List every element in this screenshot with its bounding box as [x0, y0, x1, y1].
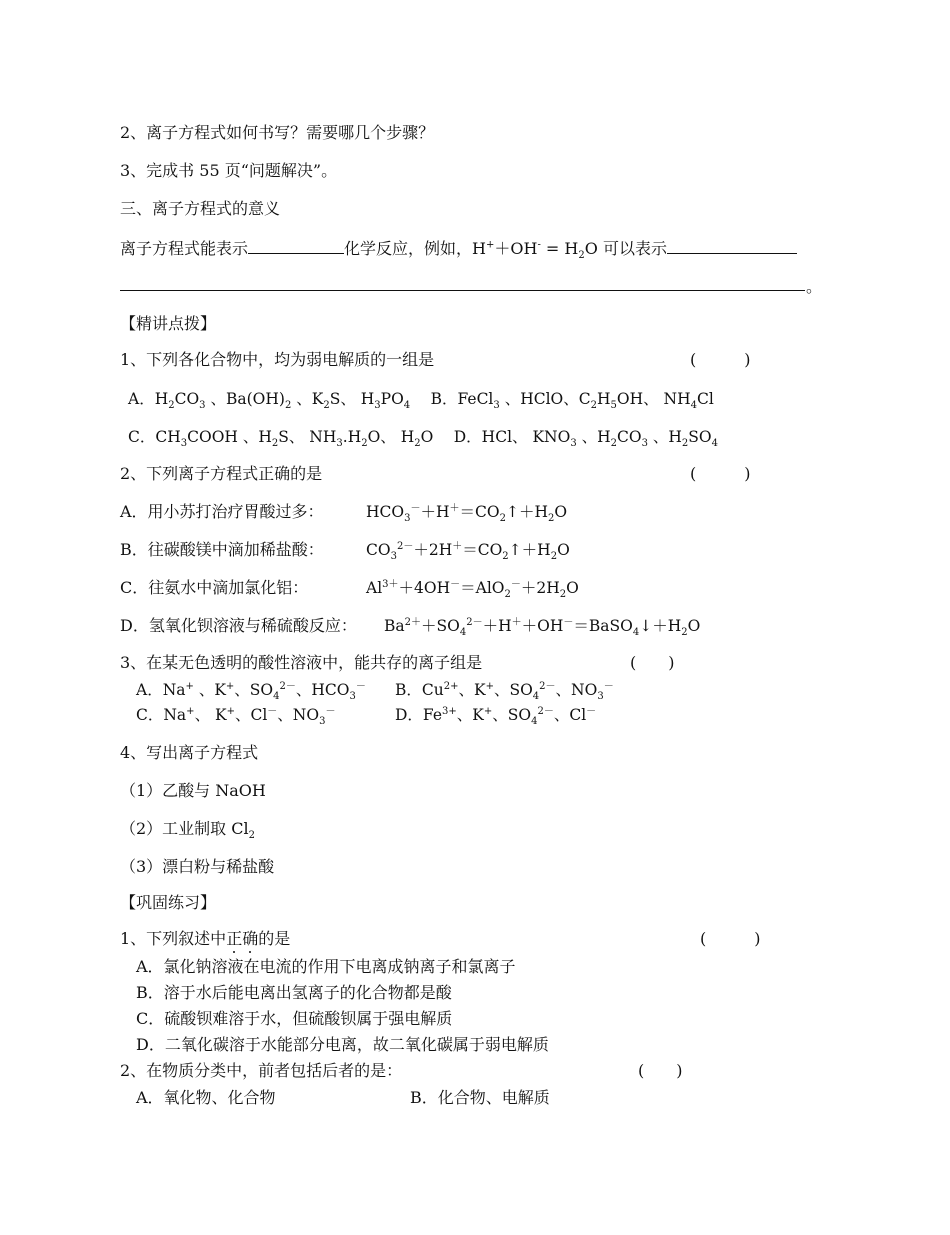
q3-stem: 3、在某无色透明的酸性溶液中，能共存的离子组是	[120, 653, 483, 672]
q3-option-c: C．Na+、 K+、Cl－、$NO_3^-$	[136, 705, 336, 728]
q2-option-c-eq: $Al^{3+}+4OH^-=AlO_2^-+2H_2O$	[366, 578, 579, 601]
q4-item-1: （1）乙酸与 NaOH	[120, 781, 266, 800]
p1-answer-bracket[interactable]: ( )	[700, 929, 761, 948]
q2-option-b-eq: $CO_3^{2-}+2H^+=CO_2↑+H_2O$	[366, 540, 570, 563]
q1-options-ab: A．$H_2CO_3$ 、$Ba(OH)_2$ 、$K_2S$、 $H_3PO_4$ B．FeCl$_3$ 、HClO、$C_2H_5OH$、 $NH_4Cl$	[128, 390, 714, 412]
q2-option-a: A．用小苏打治疗胃酸过多：	[120, 502, 324, 521]
p1-option-d: D．二氧化碳溶于水能部分电离，故二氧化碳属于弱电解质	[136, 1035, 549, 1054]
section-heading-practice: 【巩固练习】	[120, 893, 217, 912]
section-heading-meaning: 三、离子方程式的意义	[120, 199, 281, 218]
q1-answer-bracket[interactable]: ( )	[690, 350, 751, 369]
p2-stem: 2、在物质分类中，前者包括后者的是：	[120, 1061, 403, 1080]
q2-answer-bracket[interactable]: ( )	[690, 464, 751, 483]
q2-option-b: B．往碳酸镁中滴加稀盐酸：	[120, 540, 324, 559]
q4-stem: 4、写出离子方程式	[120, 743, 259, 762]
q3-option-d: D．$Fe^{3+}$、K+、$SO_4^{2-}$、Cl－	[395, 705, 597, 728]
p2-option-a: A．氧化物、化合物	[136, 1088, 276, 1107]
question-2-steps: 2、离子方程式如何书写？需要哪几个步骤？	[120, 123, 435, 142]
p1-option-c: C．硫酸钡难溶于水，但硫酸钡属于强电解质	[136, 1009, 453, 1028]
p2-option-b: B．化合物、电解质	[410, 1088, 550, 1107]
q1-stem: 1、下列各化合物中，均为弱电解质的一组是	[120, 350, 435, 369]
q2-stem: 2、下列离子方程式正确的是	[120, 464, 323, 483]
p1-option-a: A．氯化钠溶液在电流的作用下电离成钠离子和氯离子	[136, 957, 516, 976]
q3-option-b: B．$Cu^{2+}$、K+、$SO_4^{2-}$、$NO_3^-$	[395, 680, 614, 703]
q3-option-a: A．Na+ 、K+、$SO_4^{2-}$、$HCO_3^-$	[136, 680, 366, 703]
fill-blank-3[interactable]	[120, 290, 805, 291]
q2-option-a-eq: $HCO_3^-+H^+=CO_2↑+H_2O$	[366, 502, 568, 525]
period: 。	[806, 277, 823, 296]
question-3-book: 3、完成书 55 页“问题解决”。	[120, 161, 338, 180]
q2-option-d-eq: $Ba^{2+}+SO_4^{2-}+H^++OH^-=BaSO_4↓+H_2O$	[384, 616, 701, 639]
q4-item-3: （3）漂白粉与稀盐酸	[120, 857, 275, 876]
q1-options-cd: C．$CH_3COOH$ 、$H_2S$、 $NH_3.H_2O$、 $H_2O$ D．HCl、 $KNO_3$ 、$H_2CO_3$ 、$H_2SO_4$	[128, 428, 718, 450]
q4-item-2: （2）工业制取 $Cl_2$	[120, 819, 256, 842]
q2-option-d: D．氢氧化钡溶液与稀硫酸反应：	[120, 616, 357, 635]
fill-blank-1[interactable]	[248, 237, 344, 254]
p1-stem: 1、下列叙述中正确的是	[120, 929, 291, 948]
q2-option-c: C．往氨水中滴加氯化铝：	[120, 578, 309, 597]
fill-blank-2[interactable]	[667, 237, 797, 254]
p1-option-b: B．溶于水后能电离出氢离子的化合物都是酸	[136, 983, 452, 1002]
p2-answer-bracket[interactable]: ( )	[638, 1061, 683, 1080]
meaning-sentence: 离子方程式能表示 化学反应，例如，$H^++OH^- = H_2O$ 可以表示	[120, 237, 797, 259]
section-heading-explanation: 【精讲点拨】	[120, 314, 217, 333]
q3-answer-bracket[interactable]: ( )	[630, 653, 675, 672]
